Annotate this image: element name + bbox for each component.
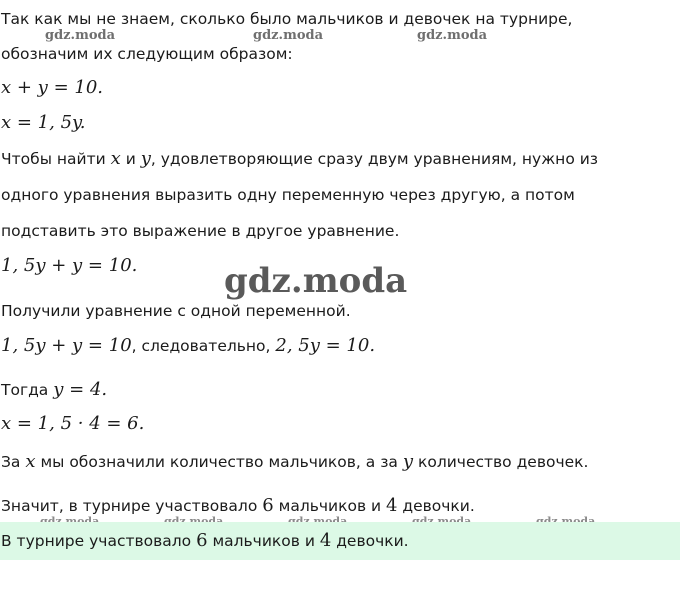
equation-2: x = 1, 5y. [1, 112, 86, 133]
var-y: y [140, 148, 151, 169]
equation-3: 1, 5y + y = 10. [1, 255, 138, 276]
text-segment: В турнире участвовало [1, 532, 197, 550]
text-line-6: Получили уравнение с одной переменной. [1, 302, 351, 320]
answer-box [0, 522, 680, 560]
text-line-5: подставить это выражение в другое уравнение. [1, 222, 400, 240]
equation-y: y = 4. [53, 379, 108, 400]
equation-4b: 2, 5y = 10. [275, 335, 376, 356]
text-line-9 [1, 496, 475, 516]
equation-4-line [1, 336, 375, 356]
text-line-2: обозначим их следующим образом: [1, 45, 293, 63]
equation-4a: 1, 5y + y = 10 [1, 335, 132, 356]
equation-1: x + y = 10. [1, 77, 103, 98]
text-line-1: Так как мы не знаем, сколько было мальчиков и девочек на турнире, [1, 10, 573, 28]
text-segment: мальчиков и [207, 532, 320, 550]
text-segment: , удовлетворяющие сразу двум уравнениям, нужно из [150, 150, 599, 168]
watermark-3: gdz.moda [417, 28, 488, 43]
text-line-7 [1, 380, 107, 400]
number-6: 6 [262, 495, 274, 516]
text-line-8 [1, 452, 588, 472]
number-4: 4 [319, 530, 332, 551]
text-line-4: одного уравнения выразить одну переменную через другую, а потом [1, 186, 575, 204]
text-line-3 [1, 149, 598, 169]
answer-text [1, 531, 409, 551]
text-segment: мы обозначили количество мальчиков, а за [35, 453, 403, 471]
equation-5: x = 1, 5 · 4 = 6. [1, 413, 145, 434]
number-6: 6 [196, 530, 208, 551]
text-segment: девочки. [397, 497, 475, 515]
var-y: y [402, 451, 414, 472]
var-x: x [110, 148, 121, 169]
text-segment: количество девочек. [413, 453, 589, 471]
var-x: x [25, 451, 36, 472]
text-segment: , следовательно, [131, 337, 276, 355]
number-4: 4 [386, 495, 398, 516]
watermark-center: gdz.moda [224, 261, 408, 301]
text-segment: Значит, в турнире участвовало [1, 497, 263, 515]
watermark-2: gdz.moda [253, 28, 324, 43]
watermark-1: gdz.moda [45, 28, 116, 43]
text-segment: мальчиков и [273, 497, 387, 515]
text-segment: Чтобы найти [1, 150, 111, 168]
text-segment: За [1, 453, 26, 471]
text-segment: и [120, 150, 141, 168]
text-segment: девочки. [331, 532, 409, 550]
text-segment: Тогда [1, 381, 54, 399]
